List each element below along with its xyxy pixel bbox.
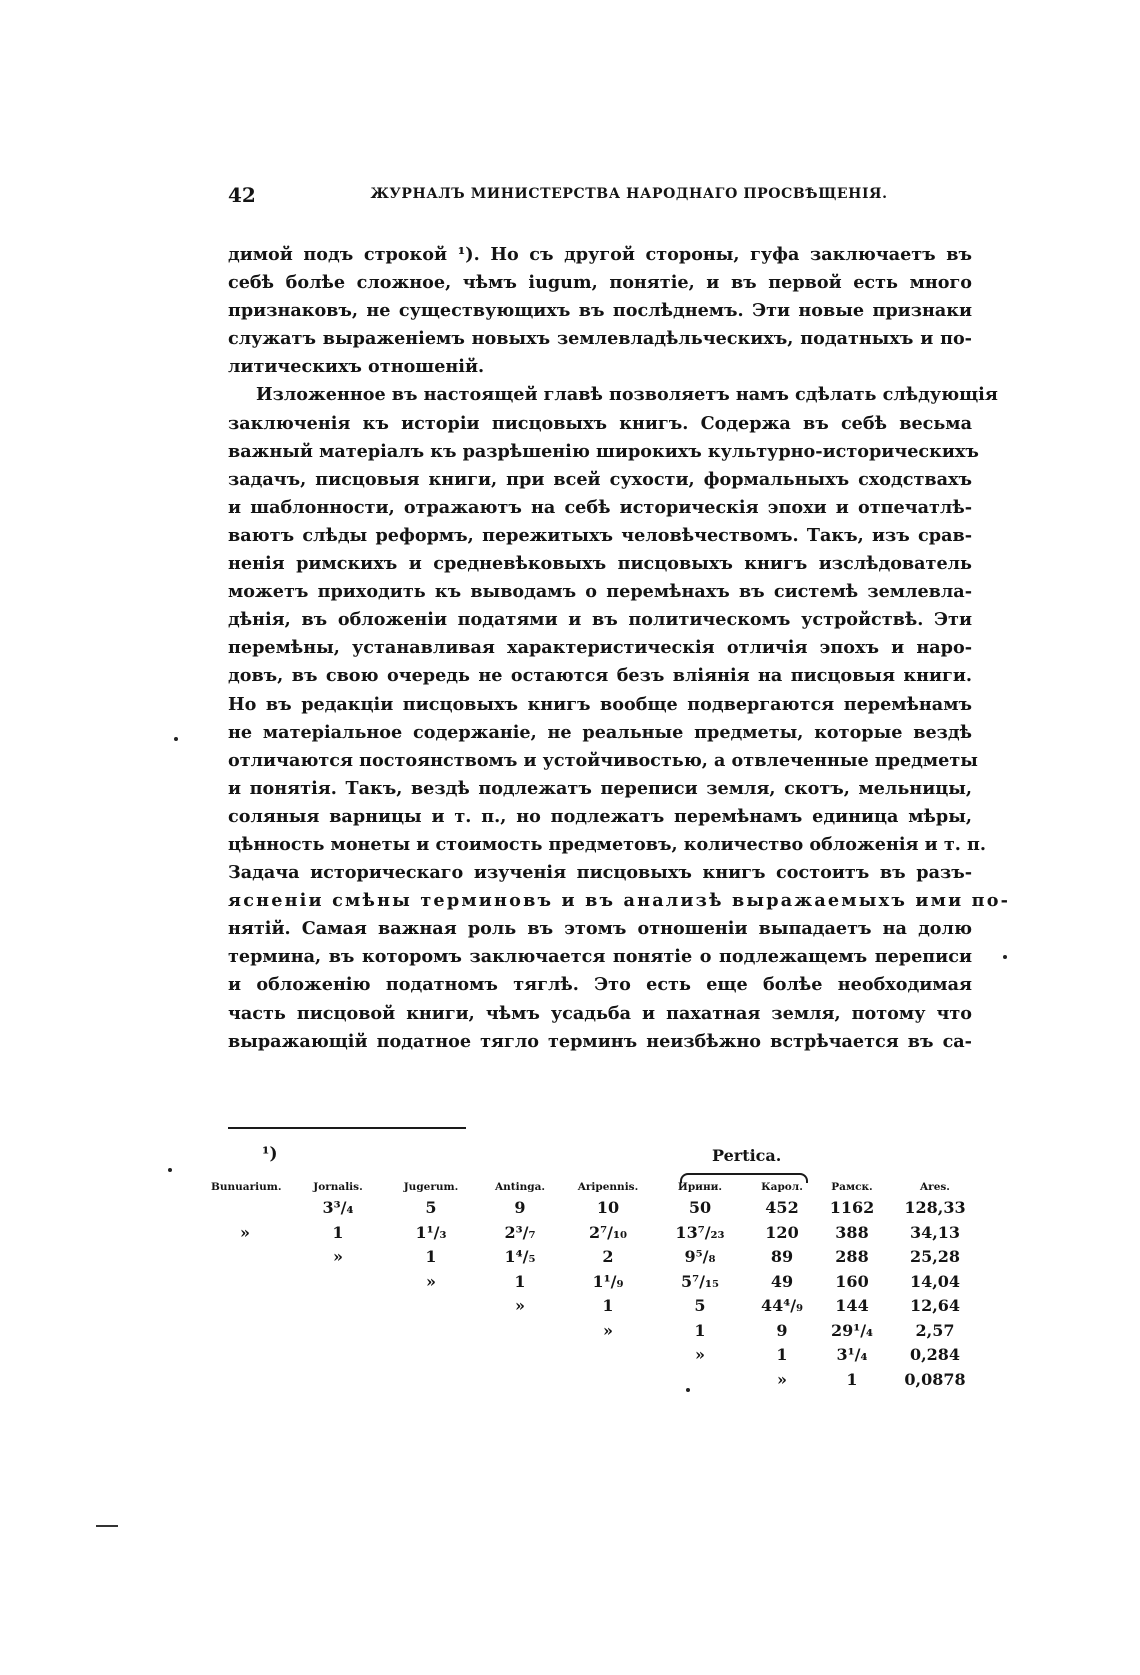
table-cell: 3¹/₄ xyxy=(836,1345,868,1364)
text-line: цѣнность монеты и стоимость предметовъ, количество обложенія и т. п. xyxy=(228,833,986,855)
table-cell: » xyxy=(333,1247,343,1266)
table-cell: 288 xyxy=(835,1247,869,1266)
table-cell: 50 xyxy=(688,1198,712,1217)
text-line: ваютъ слѣды реформъ, пережитыхъ человѣчествомъ. Такъ, изъ срав- xyxy=(228,524,972,546)
print-speck xyxy=(168,1168,172,1172)
page-number: 42 xyxy=(228,183,256,207)
print-speck xyxy=(1003,955,1007,959)
table-cell: 5⁷/₁₅ xyxy=(681,1271,719,1291)
table-cell: 10 xyxy=(596,1198,620,1217)
table-cell: 1 xyxy=(332,1222,344,1242)
table-cell: 1 xyxy=(514,1271,526,1291)
table-cell: 44⁴/₉ xyxy=(760,1296,804,1315)
text-line: литическихъ отношеній. xyxy=(228,356,485,378)
text-line: димой подъ строкой ¹). Но съ другой стороны, гуфа заключаетъ въ xyxy=(228,244,972,265)
running-title: ЖУРНАЛЪ МИНИСТЕРСТВА НАРОДНАГО ПРОСВѢЩЕНІЯ. xyxy=(370,186,888,202)
table-cell: 0,0878 xyxy=(904,1369,966,1389)
table-cell: 128,33 xyxy=(904,1198,966,1217)
column-header: Рамск. xyxy=(831,1181,873,1193)
table-cell: 1162 xyxy=(829,1198,875,1217)
text-line: термина, въ которомъ заключается понятіе о подлежащемъ переписи xyxy=(228,946,972,968)
column-header: Bunuarium. xyxy=(211,1181,282,1193)
table-cell: » xyxy=(515,1296,525,1315)
table-cell: » xyxy=(695,1345,705,1364)
column-header: Aripennis. xyxy=(577,1181,639,1193)
table-cell: 34,13 xyxy=(909,1222,961,1242)
table-cell: 49 xyxy=(770,1271,794,1291)
text-line: отличаются постоянствомъ и устойчивостью, а отвлеченные предметы xyxy=(228,749,978,771)
text-line: довъ, въ свою очередь не остаются безъ вліянія на писцовыя книги. xyxy=(228,665,972,687)
text-line: часть писцовой книги, чѣмъ усадьба и пахатная земля, потому что xyxy=(228,1002,972,1024)
table-cell: 1¹/₉ xyxy=(592,1271,624,1291)
text-line: и понятія. Такъ, вездѣ подлежатъ переписи земля, скотъ, мельницы, xyxy=(228,777,972,799)
table-cell: 5 xyxy=(425,1198,437,1217)
table-cell: 1 xyxy=(846,1369,858,1389)
page-header xyxy=(228,183,972,207)
table-cell: 9⁵/₈ xyxy=(684,1247,716,1266)
table-cell: 9 xyxy=(776,1320,788,1340)
table-cell: 13⁷/₂₃ xyxy=(675,1222,725,1242)
text-line: перемѣны, устанавливая характеристическія отличія эпохъ и наро- xyxy=(228,637,972,659)
text-line: ненія римскихъ и средневѣковыхъ писцовыхъ книгъ изслѣдователь xyxy=(228,553,972,575)
table-cell: » xyxy=(426,1271,436,1291)
text-line: не матеріальное содержаніе, не реальные предметы, которые вездѣ xyxy=(228,721,972,743)
footnote-table-title: Pertica. xyxy=(712,1146,782,1165)
table-cell: 388 xyxy=(835,1222,869,1242)
text-line: задачъ, писцовыя книги, при всей сухости, формальныхъ сходствахъ xyxy=(228,468,972,490)
table-cell: 120 xyxy=(765,1222,799,1242)
text-line: и обложенію податномъ тяглѣ. Это есть еще болѣе необходимая xyxy=(228,974,972,996)
table-cell: 3³/₄ xyxy=(322,1198,354,1217)
table-cell: 0,284 xyxy=(909,1345,961,1364)
text-line: заключенія къ исторіи писцовыхъ книгъ. Содержа въ себѣ весьма xyxy=(228,412,972,434)
footnote-mark: ¹) xyxy=(262,1144,278,1164)
print-mark xyxy=(96,1525,118,1527)
table-cell: 2³/₇ xyxy=(504,1222,536,1242)
text-line: и шаблонности, отражаютъ на себѣ историческія эпохи и отпечатлѣ- xyxy=(228,496,972,518)
column-header: Antinga. xyxy=(494,1181,546,1193)
text-line: важный матеріалъ къ разрѣшенію широкихъ культурно-историческихъ xyxy=(228,440,979,462)
table-cell: 1 xyxy=(425,1247,437,1266)
text-line: Но въ редакціи писцовыхъ книгъ вообще подвергаются перемѣнамъ xyxy=(228,693,972,715)
table-cell: 29¹/₄ xyxy=(830,1320,874,1340)
text-line: соляныя варницы и т. п., но подлежатъ перемѣнамъ единица мѣры, xyxy=(228,805,972,827)
column-header: Jugerum. xyxy=(403,1181,459,1193)
table-cell: 2 xyxy=(602,1247,614,1266)
text-line: ясненіи смѣны терминовъ и въ анализѣ выражаемыхъ ими по- xyxy=(228,890,1011,912)
text-line: нятій. Самая важная роль въ этомъ отношеніи выпадаетъ на долю xyxy=(228,918,972,940)
paragraph-first-line: Изложенное въ настоящей главѣ позволяетъ намъ сдѣлать слѣдующія xyxy=(256,384,998,406)
table-cell: 1⁴/₅ xyxy=(504,1247,536,1266)
table-cell: 25,28 xyxy=(909,1247,961,1266)
table-cell: 452 xyxy=(765,1198,799,1217)
column-header: Ирини. xyxy=(677,1181,723,1193)
table-cell: 9 xyxy=(514,1198,526,1217)
text-line: себѣ болѣе сложное, чѣмъ iugum, понятіе, и въ первой есть много xyxy=(228,272,972,294)
text-line: признаковъ, не существующихъ въ послѣднемъ. Эти новые признаки xyxy=(228,300,972,322)
table-cell: 144 xyxy=(835,1296,869,1315)
table-cell: » xyxy=(603,1320,613,1340)
table-cell: 160 xyxy=(835,1271,869,1291)
table-cell: 2⁷/₁₀ xyxy=(589,1222,627,1242)
table-cell: 1 xyxy=(602,1296,614,1315)
table-cell: 14,04 xyxy=(909,1271,961,1291)
column-header: Карол. xyxy=(761,1181,803,1193)
table-cell: 1¹/₃ xyxy=(415,1222,447,1242)
table-cell: 1 xyxy=(776,1345,788,1364)
text-line: служатъ выраженіемъ новыхъ землевладѣльческихъ, податныхъ и по- xyxy=(228,328,972,350)
table-cell: 12,64 xyxy=(909,1296,961,1315)
column-header: Ares. xyxy=(920,1181,950,1193)
text-line: дѣнія, въ обложеніи податями и въ политическомъ устройствѣ. Эти xyxy=(228,609,972,631)
print-speck xyxy=(174,737,178,741)
table-cell: 5 xyxy=(694,1296,706,1315)
table-cell: 89 xyxy=(770,1247,794,1266)
text-line: Задача историческаго изученія писцовыхъ книгъ состоитъ въ разъ- xyxy=(228,862,972,884)
table-cell: » xyxy=(240,1222,250,1242)
text-line: выражающій податное тягло терминъ неизбѣжно встрѣчается въ са- xyxy=(228,1030,972,1052)
column-header: Jornalis. xyxy=(313,1181,363,1193)
text-line: можетъ приходить къ выводамъ о перемѣнахъ въ системѣ землевла- xyxy=(228,581,972,603)
table-cell: » xyxy=(777,1369,787,1389)
print-speck xyxy=(686,1388,690,1392)
table-cell: 2,57 xyxy=(915,1320,955,1340)
main-text xyxy=(228,241,1011,1056)
footnote-separator xyxy=(228,1127,466,1129)
table-cell: 1 xyxy=(694,1320,706,1340)
